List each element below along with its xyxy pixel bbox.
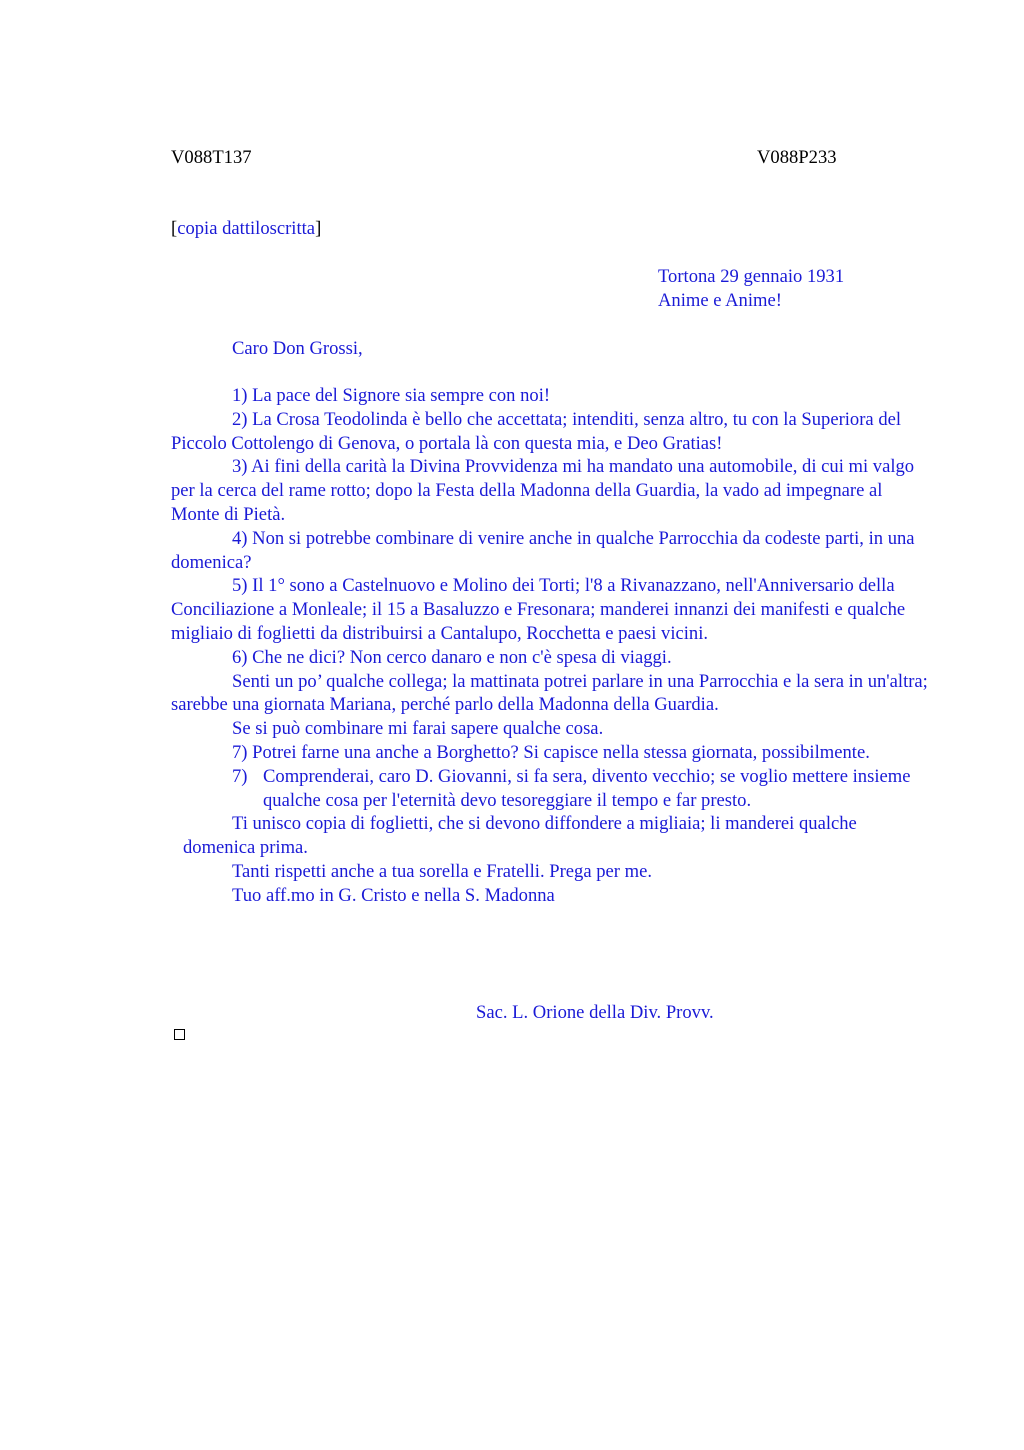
paragraph-5: 5) Il 1° sono a Castelnuovo e Molino dei Torti; l'8 a Rivanazzano, nell'Anniversario della Conciliazione a Monleale; il 15 a Basaluzzo e Fresonara; manderei innanzi dei manifesti e qualche migliaio di foglietti da distribuirsi a Cantalupo, Rocchetta e paesi vicini. [171, 575, 906, 644]
note-text: copia dattiloscritta [177, 218, 316, 239]
paragraph-7: 7) Potrei farne una anche a Borghetto? Si capisce nella stessa giornata, possibilmente. [232, 741, 870, 763]
paragraph-8 [171, 765, 931, 813]
document-code-left: V088T137 [171, 147, 252, 168]
paragraph-4: 4) Non si potrebbe combinare di venire anche in qualche Parrocchia da codeste parti, in una domenica? [171, 527, 915, 573]
paragraph-9: Ti unisco copia di foglietti, che si devono diffondere a migliaia; li manderei qualche domenica prima. [183, 813, 857, 859]
paragraph-8-text: Comprenderai, caro D. Giovanni, si fa sera, divento vecchio; se voglio mettere insieme qualche cosa per l'eternità devo tesoreggiare il tempo e far presto. [263, 765, 911, 811]
paragraph-8-number: 7) [232, 765, 248, 787]
paragraph-2: 2) La Crosa Teodolinda è bello che accettata; intenditi, senza altro, tu con la Superiora del Piccolo Cottolengo di Genova, o portala là con questa mia, e Deo Gratias! [171, 408, 902, 454]
paragraph-3: 3) Ai fini della carità la Divina Provvidenza mi ha mandato una automobile, di cui mi valgo per la cerca del rame rotto; dopo la Festa della Madonna della Guardia, la vado ad impegnare al Monte di Pietà. [171, 456, 915, 525]
signature: Sac. L. Orione della Div. Provv. [476, 1002, 714, 1023]
paragraph-6-continued: Senti un po’ qualche collega; la mattinata potrei parlare in una Parrocchia e la sera in un'altra; sarebbe una giornata Mariana, perché parlo della Madonna della Guardia. [171, 670, 928, 716]
document-code-right: V088P233 [757, 147, 837, 168]
paragraph-1: 1) La pace del Signore sia sempre con noi! [232, 385, 551, 406]
note-bracket-close: ] [315, 218, 322, 239]
paragraph-6: 6) Che ne dici? Non cerco danaro e non c'è spesa di viaggi. [232, 646, 672, 668]
checkbox-square-icon [174, 1029, 185, 1040]
salutation: Caro Don Grossi, [232, 338, 363, 359]
paragraph-10: Tanti rispetti anche a tua sorella e Fratelli. Prega per me. [232, 860, 652, 882]
closing-line: Tuo aff.mo in G. Cristo e nella S. Madonna [232, 884, 555, 906]
dateline [658, 265, 844, 313]
motto: Anime e Anime! [658, 289, 782, 311]
note-bracket-open: [ [171, 218, 178, 239]
place-date: Tortona 29 gennaio 1931 [658, 266, 845, 287]
letter-body [171, 384, 931, 908]
paragraph-6-closing: Se si può combinare mi farai sapere qualche cosa. [232, 718, 604, 740]
transcription-note [171, 217, 321, 241]
